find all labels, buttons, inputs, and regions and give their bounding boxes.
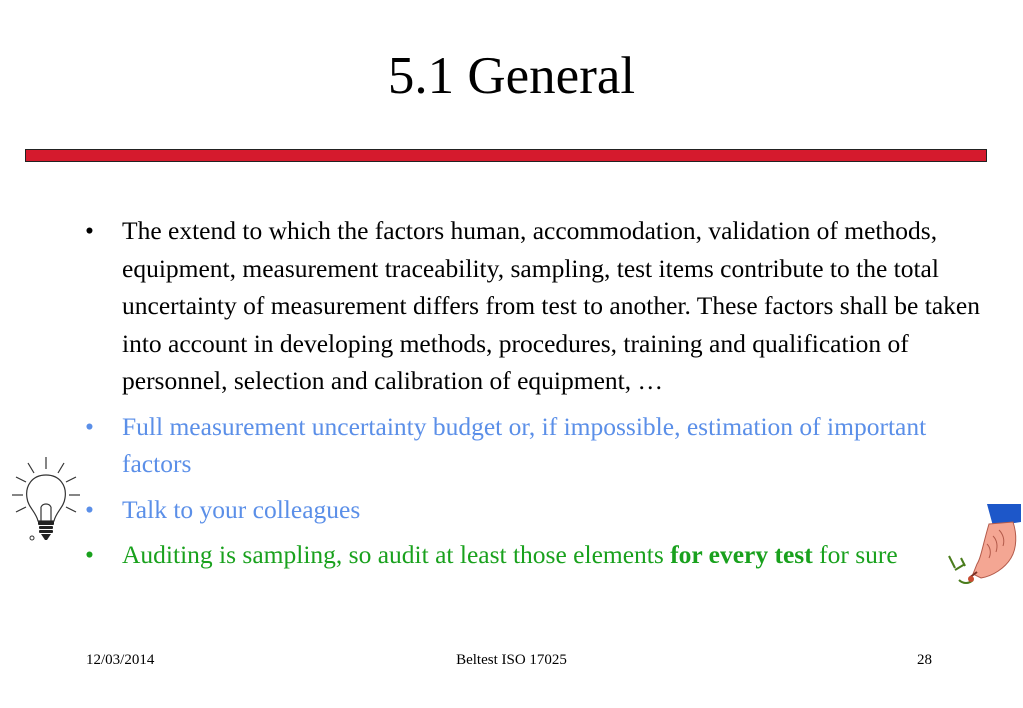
page-number: 28 [917, 652, 932, 668]
footer-title: Beltest ISO 17025 [456, 652, 567, 668]
bullet-item [85, 536, 1000, 574]
bullet-text-end: for sure [812, 540, 898, 569]
title-divider [25, 149, 987, 162]
lightbulb-icon [10, 455, 82, 550]
bullet-marker: • [85, 540, 94, 569]
bullet-text-start: Auditing is sampling, so audit at least those elements [122, 540, 671, 569]
pointing-hand-icon [943, 500, 1023, 592]
bullet-marker: • [85, 216, 94, 245]
slide-title: 5.1 General [387, 47, 636, 105]
bullet-item [85, 491, 1000, 529]
bullet-list [85, 212, 1000, 582]
bullet-marker: • [85, 494, 94, 524]
bullet-text: Full measurement uncertainty budget or, if impossible, estimation of important factors [122, 411, 927, 478]
bullet-text [122, 540, 898, 569]
bullet-item [85, 212, 1000, 400]
bullet-text-emphasis: for every test [670, 540, 813, 569]
bullet-marker: • [85, 411, 94, 441]
bullet-text: The extend to which the factors human, accommodation, validation of methods, equipment, measurement traceability, sampling, test items contribute to the total uncertainty of measurement differs from test to another. These factors shall be taken into account in developing methods, procedures, training and qualification of personnel, selection and calibration of equipment, … [122, 216, 980, 395]
bullet-item [85, 408, 1000, 483]
bullet-text: Talk to your colleagues [122, 494, 361, 524]
footer-date: 12/03/2014 [86, 652, 155, 668]
